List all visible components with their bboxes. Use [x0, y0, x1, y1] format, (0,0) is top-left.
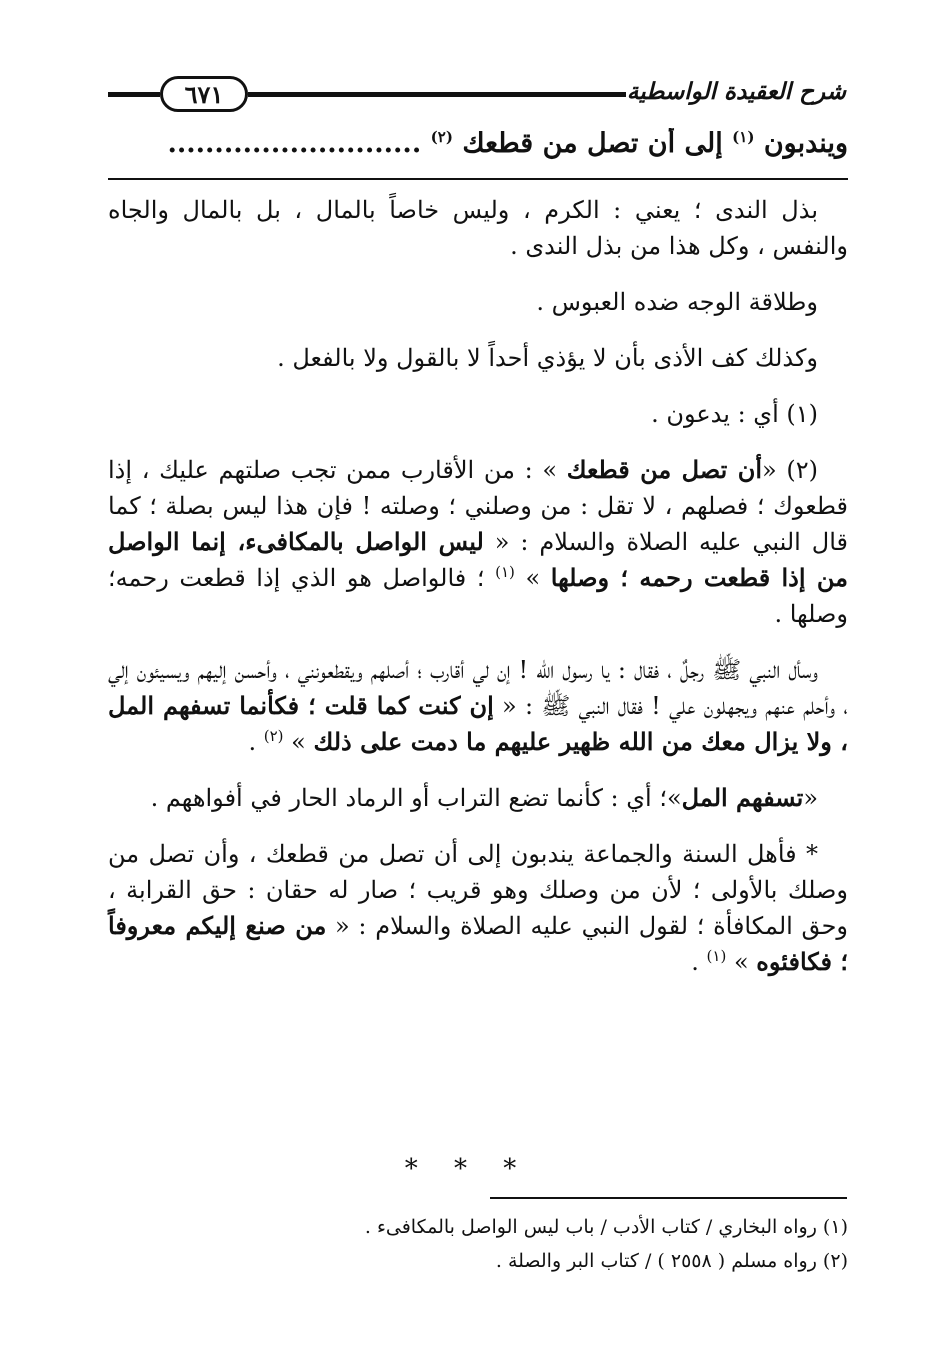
paragraph-1: بذل الندى ؛ يعني : الكرم ، وليس خاصاً بالمال ، بل بالمال والجاه والنفس ، وكل هذا من بذل الندى . — [108, 196, 848, 260]
p8-ref: (١) — [706, 947, 727, 965]
p5-hadith: ليس الواصل بالمكافىء، إنما الواصل من إذا قطعت رحمه ؛ وصلها — [108, 527, 848, 592]
matn-divider — [108, 178, 848, 180]
p8-text-2: » — [733, 948, 749, 976]
p5-lead: (٢) « — [761, 456, 818, 484]
p7-text-2: »؛ أي : كأنما تضع التراب أو الرماد الحار في أفواههم . — [150, 784, 682, 812]
footnote-rule — [490, 1197, 847, 1199]
p5-ref: (١) — [495, 563, 515, 581]
paragraph-4: (١) أي : يدعون . — [651, 400, 818, 428]
header-rule-right — [248, 92, 626, 97]
section-separator: * * * — [404, 1154, 531, 1184]
footnote-2: (٢) رواه مسلم ( ٢٥٥٨ ) / كتاب البر والصلة . — [495, 1250, 848, 1272]
p6-ref: (٢) — [263, 727, 284, 745]
matn-line — [108, 128, 848, 174]
p5-text-1: » : من الأقارب ممن تجب صلتهم عليك ، إذا قطعوك ؛ فصلهم ، لا تقل : من وصلني ؛ وصلته ! فإن هذا ليس بصلة ؛ كما قال النبي عليه الصلاة والسلام : « — [108, 456, 848, 556]
header-rule-left — [108, 92, 160, 97]
p5-text-2: » — [525, 564, 541, 592]
p8-text-3: . — [691, 948, 699, 976]
p6-text-3: . — [248, 728, 257, 756]
p7-bold: تسفهم المل — [681, 783, 804, 812]
matn-dots: ........................... — [167, 128, 422, 159]
p5-bold-1: أن تصل من قطعك — [566, 455, 762, 484]
p7-text-1: « — [803, 784, 818, 812]
matn-ref-1: (١) — [732, 128, 755, 146]
paragraph-7 — [108, 780, 848, 816]
paragraph-6 — [108, 652, 848, 760]
matn-text-2: إلى أن تصل من قطعك — [462, 128, 723, 159]
running-header — [108, 70, 846, 120]
p8-hadith: من صنع إليكم معروفاً ؛ فكافئوه — [108, 911, 848, 976]
matn-text-1: ويندبون — [763, 128, 848, 159]
p5-text-3: ؛ فالواصل هو الذي إذا قطعت رحمه؛ وصلها . — [108, 564, 848, 628]
p6-text-2: » — [291, 728, 306, 756]
paragraph-2: وطلاقة الوجه ضده العبوس . — [536, 288, 818, 316]
footnote-1: (١) رواه البخاري / كتاب الأدب / باب ليس الواصل بالمكافىء . — [364, 1216, 848, 1238]
book-title: شرح العقيدة الواسطية — [626, 78, 846, 105]
p6-hadith: إن كنت كما قلت ؛ فكأنما تسفهم المل ، ولا يزال معك من الله ظهير عليهم ما دمت على ذلك — [108, 691, 848, 756]
commentary-body — [108, 192, 848, 1000]
p6-text-1: وسأل النبي ﷺ رجلٌ ، فقال : يا رسول الله ! إن لي أقارب ؛ أصلهم ويقطعونني ، وأحسن إليهم ويسيئون إلي ، وأحلم عنهم ويجهلون علي ! فقال النبي ﷺ : « — [108, 656, 848, 720]
paragraph-8 — [108, 836, 848, 980]
page-number: ٦٧١ — [160, 76, 248, 112]
matn-ref-2: (٢) — [430, 128, 453, 146]
paragraph-3: وكذلك كف الأذى بأن لا يؤذي أحداً لا بالقول ولا بالفعل . — [277, 344, 818, 372]
paragraph-5 — [108, 452, 848, 632]
footnotes — [108, 1210, 848, 1278]
p8-text-1: * فأهل السنة والجماعة يندبون إلى أن تصل من قطعك ، وأن تصل من وصلك بالأولى ؛ لأن من وصلك وهو قريب ؛ صار له حقان : حق القرابة ، وحق المكافأة ؛ لقول النبي عليه الصلاة والسلام : « — [108, 840, 849, 940]
